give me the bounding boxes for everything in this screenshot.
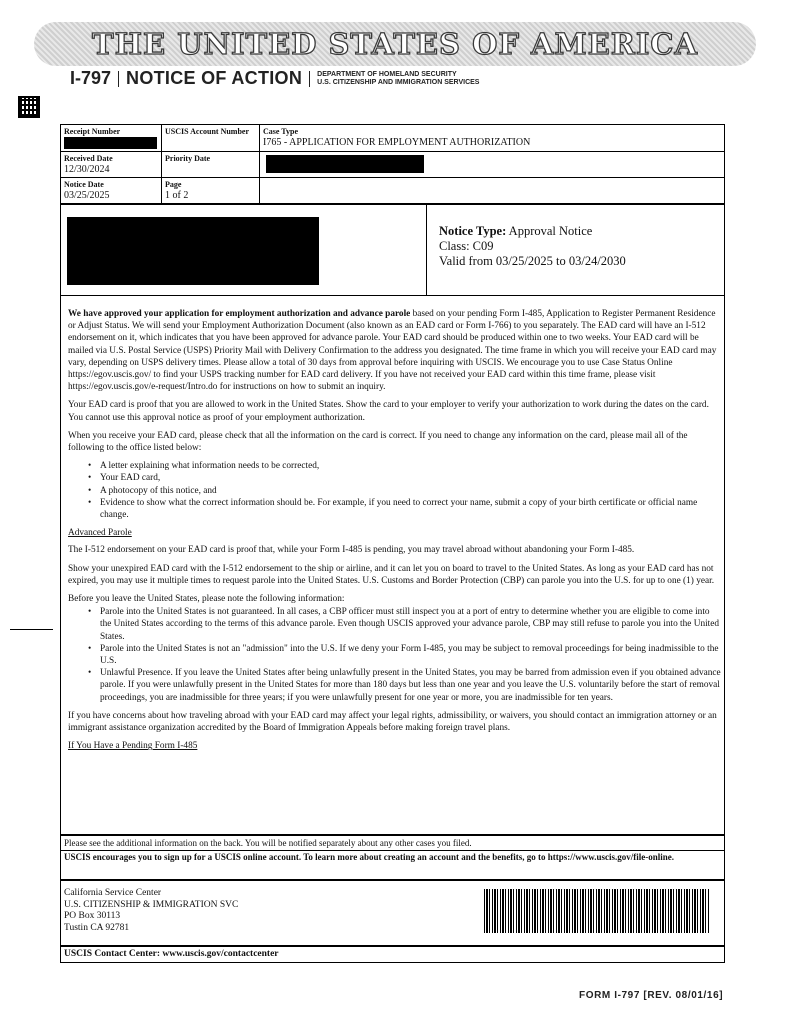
list-item: • Unlawful Presence. If you leave the United States after being unlawfully present in the United States, you may be barred from admission even if you obtained advance parole. If you were unlawfully present in the United States for more than 180 days but less than one year and you leave the U.S. voluntarily before the start of removal proceedings, you are inadmissible for three years; if you were unlawfully present for one year or more, you are inadmissible for ten years. xyxy=(88,667,722,704)
account-number-cell xyxy=(162,125,260,152)
paragraph-i512: The I-512 endorsement on your EAD card is proof that, while your Form I-485 is pending, you may travel abroad without abandoning your Form I-485. xyxy=(68,545,635,556)
header-banner xyxy=(34,22,756,66)
priority-date-cell xyxy=(162,152,260,178)
qr-code-icon xyxy=(18,96,40,118)
header-divider xyxy=(118,71,119,87)
case-info-table xyxy=(60,124,725,204)
list-item: • Parole into the United States is not guaranteed. In all cases, a CBP officer must still inspect you at a port of entry to determine whether you are eligible to come into the United States according to the terms of this advance parole. Even though USCIS approved your advance parole, CBP may still refuse to parole you into the United States. xyxy=(88,606,722,643)
notice-header-divider xyxy=(61,295,724,296)
notice-date-cell xyxy=(61,178,162,204)
contact-center: USCIS Contact Center: www.uscis.gov/contactcenter xyxy=(64,949,279,959)
advanced-parole-heading: Advanced Parole xyxy=(68,528,132,539)
notice-date-label: Notice Date xyxy=(64,180,104,189)
list-item: • Evidence to show what the correct information should be. For example, if you need to correct your name, submit a copy of your birth certificate or official name change. xyxy=(88,497,722,521)
paragraph-legal-concerns: If you have concerns about how traveling abroad with your EAD card may affect your legal rights, admissibility, or waivers, you should contact an immigration attorney or an immigrant assistance organization accredited by the Board of Immigration Appeals before making foreign travel plans. xyxy=(68,710,717,734)
notice-valid-dates: Valid from 03/25/2025 to 03/24/2030 xyxy=(439,254,626,268)
address-line: Tustin CA 92781 xyxy=(64,922,130,933)
paragraph-ead-check: When you receive your EAD card, please check that all the information on the card is correct. If you need to change any information on the card, please mail all of the following to the office listed below: xyxy=(68,430,688,454)
list-item: • A photocopy of this notice, and xyxy=(88,485,722,497)
list-item: • Your EAD card, xyxy=(88,472,722,484)
paragraph-approval xyxy=(68,308,722,393)
notice-type-divider xyxy=(426,205,427,295)
case-type-cell xyxy=(260,125,725,152)
form-number: I-797 xyxy=(70,68,112,88)
approval-text: based on your pending Form I-485, Application to Register Permanent Residence or Adjust Status. We will send your Employment Authorization Document (also known as an EAD card or Form I-766) to you separately. The EAD card will have an I-512 endorsement on it, which indicates that you have been approved for advance parole. Your EAD card should be produced within one to two weeks. Your EAD card will be mailed via U.S. Postal Service (USPS) Priority Mail with Delivery Confirmation to the address you designated. The time frame in which you will receive your EAD card may vary, depending on USPS delivery times. Please allow a total of 30 days from approval before inquiring with USCIS. We encourage you to use Case Status Online https://egov.uscis.gov/ to find your USPS tracking number for EAD card delivery. If you have not received your EAD card within this time frame, please visit https://egov.uscis.gov/e-request/Intro.do for instructions on how to submit an inquiry. xyxy=(68,309,717,393)
form-revision: FORM I-797 [REV. 08/01/16] xyxy=(579,990,724,1001)
paragraph-before-leaving: Before you leave the United States, please note the following information: xyxy=(68,594,345,605)
case-type-label: Case Type xyxy=(263,127,299,136)
paragraph-ead-proof: Your EAD card is proof that you are allowed to work in the United States. Show the card to your employer to verify your authorization to work during the dates on the card. You cannot use this approval notice as proof of your employment authorization. xyxy=(68,400,709,423)
address-line: California Service Center xyxy=(64,888,162,898)
notice-body xyxy=(60,204,725,835)
notice-type-value: Approval Notice xyxy=(508,224,593,238)
priority-date-label: Priority Date xyxy=(165,154,211,163)
received-date-value: 12/30/2024 xyxy=(64,164,110,175)
receipt-number-cell xyxy=(61,125,162,152)
correction-list xyxy=(88,460,722,521)
beneficiary-cell xyxy=(260,152,725,178)
service-center-address xyxy=(64,888,238,934)
service-center-box xyxy=(60,880,725,946)
margin-mark xyxy=(10,629,53,630)
receipt-number-label: Receipt Number xyxy=(64,127,121,136)
notice-date-value: 03/25/2025 xyxy=(64,190,110,201)
department-line-1: DEPARTMENT OF HOMELAND SECURITY xyxy=(317,70,457,78)
address-line: PO Box 30113 xyxy=(64,911,121,921)
account-number-label: USCIS Account Number xyxy=(165,127,250,136)
form-header xyxy=(70,68,479,89)
header-divider xyxy=(309,71,310,87)
additional-info-note: Please see the additional information on the back. You will be notified separately about any other cases you filed. xyxy=(61,836,724,851)
pending-i485-heading: If You Have a Pending Form I-485 xyxy=(68,741,198,752)
approval-lead: We have approved your application for employment authorization and advance parole xyxy=(68,309,411,319)
page-label: Page xyxy=(165,180,182,189)
department-name xyxy=(317,71,479,87)
form-title: NOTICE OF ACTION xyxy=(126,68,303,88)
department-line-2: U.S. CITIZENSHIP AND IMMIGRATION SERVICES xyxy=(317,78,480,86)
list-item: • A letter explaining what information needs to be corrected, xyxy=(88,460,722,472)
case-type-value: I765 - APPLICATION FOR EMPLOYMENT AUTHORIZATION xyxy=(263,137,531,148)
redacted-receipt-number xyxy=(64,137,157,149)
redacted-beneficiary-name xyxy=(266,155,424,173)
redacted-address-block xyxy=(67,217,319,285)
online-account-note: USCIS encourages you to sign up for a USCIS online account. To learn more about creating an account and the benefits, go to https://www.uscis.gov/file-online. xyxy=(64,852,675,862)
notice-text xyxy=(68,308,722,758)
notice-class: Class: C09 xyxy=(439,239,494,253)
address-line: U.S. CITIZENSHIP & IMMIGRATION SVC xyxy=(64,899,239,910)
notice-type-label: Notice Type: xyxy=(439,224,507,238)
received-date-label: Received Date xyxy=(64,154,113,163)
contact-box xyxy=(60,946,725,963)
received-date-cell xyxy=(61,152,162,178)
notice-type-block xyxy=(439,224,626,269)
banner-text: THE UNITED STATES OF AMERICA xyxy=(92,27,698,61)
parole-notes-list xyxy=(88,606,722,704)
list-item: • Parole into the United States is not an "admission" into the U.S. If we deny your Form I-485, you may be subject to removal proceedings for being inadmissible to the U.S. xyxy=(88,643,722,667)
paragraph-travel: Show your unexpired EAD card with the I-512 endorsement to the ship or airline, and it can let you on board to travel to the United States. As long as your EAD card has not expired, you may use it multiple times to request parole into the United States. U.S. Customs and Border Protection (CBP) can parole you into the U.S. for up to one (1) year. xyxy=(68,563,715,586)
footer-notes xyxy=(60,835,725,880)
page-cell xyxy=(162,178,260,204)
barcode-icon xyxy=(484,889,710,933)
page-value: 1 of 2 xyxy=(165,190,189,201)
